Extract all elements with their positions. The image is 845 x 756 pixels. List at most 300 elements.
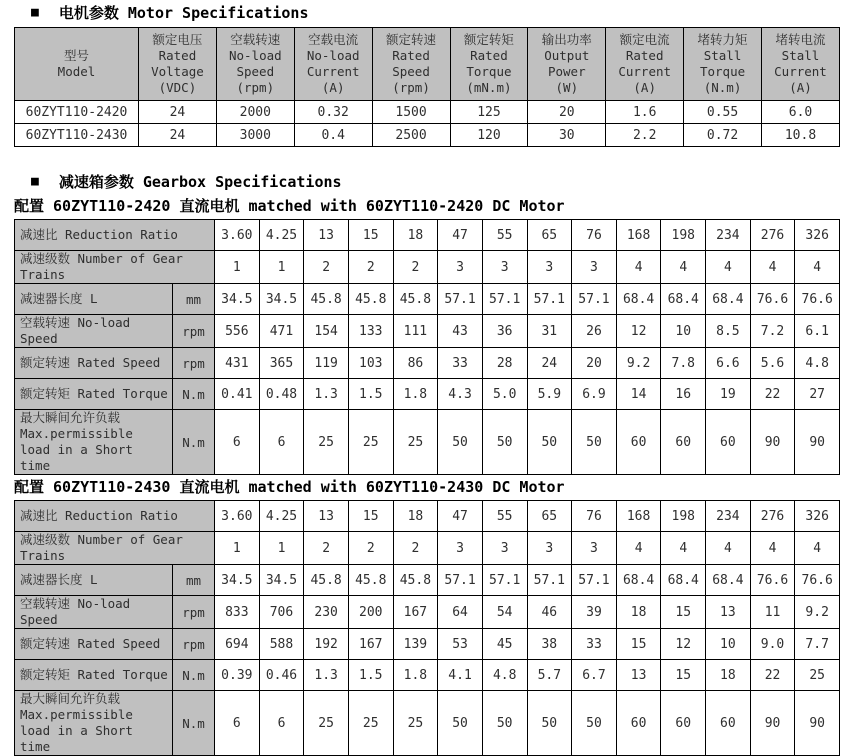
value-cell: 15	[348, 220, 393, 251]
motor-column-header	[762, 28, 840, 101]
square-bullet-icon: ■	[31, 174, 39, 189]
value-cell: 694	[215, 629, 260, 660]
value-cell: 25	[348, 410, 393, 475]
value-cell: 20	[572, 348, 617, 379]
unit-cell: mm	[173, 284, 215, 315]
value-cell: 119	[304, 348, 349, 379]
value-cell: 3	[482, 532, 527, 565]
value-cell: 4	[616, 251, 661, 284]
value-cell: 86	[393, 348, 438, 379]
motor-column-header	[684, 28, 762, 101]
value-cell: 5.0	[482, 379, 527, 410]
value-cell: 2.2	[606, 124, 684, 147]
value-cell: 12	[661, 629, 706, 660]
value-cell: 50	[572, 691, 617, 756]
value-cell: 6.1	[795, 315, 840, 348]
value-cell: 3	[572, 532, 617, 565]
header-line: Stall	[781, 48, 820, 63]
value-cell: 30	[528, 124, 606, 147]
value-cell: 24	[139, 101, 217, 124]
value-cell: 3000	[216, 124, 294, 147]
header-line: (N.m)	[703, 80, 742, 95]
value-cell: 192	[304, 629, 349, 660]
square-bullet-icon: ■	[31, 5, 39, 20]
value-cell: 76.6	[750, 284, 795, 315]
value-cell: 13	[304, 501, 349, 532]
value-cell: 326	[795, 220, 840, 251]
value-cell: 6.0	[762, 101, 840, 124]
value-cell: 45	[482, 629, 527, 660]
value-cell: 2	[348, 532, 393, 565]
row-label-cell: 额定转速 Rated Speed	[15, 629, 173, 660]
value-cell: 60	[706, 691, 751, 756]
value-cell: 16	[661, 379, 706, 410]
value-cell: 10	[661, 315, 706, 348]
row-label-cell: 最大瞬间允许负载 Max.permissible load in a Short time	[15, 691, 173, 756]
value-cell: 198	[661, 220, 706, 251]
value-cell: 34.5	[215, 284, 260, 315]
value-cell: 3	[482, 251, 527, 284]
value-cell: 125	[450, 101, 528, 124]
value-cell: 22	[750, 660, 795, 691]
value-cell: 431	[215, 348, 260, 379]
value-cell: 2	[304, 532, 349, 565]
header-line: (A)	[789, 80, 812, 95]
value-cell: 90	[795, 410, 840, 475]
row-label-cell: 减速器长度 L	[15, 284, 173, 315]
value-cell: 2	[348, 251, 393, 284]
header-line: (A)	[633, 80, 656, 95]
value-cell: 19	[706, 379, 751, 410]
value-cell: 76	[572, 501, 617, 532]
value-cell: 706	[259, 596, 304, 629]
motor-section-title-text: 电机参数 Motor Specifications	[58, 4, 309, 22]
unit-cell: N.m	[173, 660, 215, 691]
value-cell: 326	[795, 501, 840, 532]
value-cell: 60	[616, 410, 661, 475]
value-cell: 4.25	[259, 220, 304, 251]
row-label-cell: 最大瞬间允许负载 Max.permissible load in a Short time	[15, 410, 173, 475]
gearbox-table-row	[15, 220, 840, 251]
value-cell: 9.2	[795, 596, 840, 629]
header-line: Rated	[158, 48, 197, 63]
value-cell: 4.1	[438, 660, 483, 691]
value-cell: 7.7	[795, 629, 840, 660]
gearbox-table2-caption: 配置 60ZYT110-2430 直流电机 matched with 60ZYT110-2430 DC Motor	[14, 478, 565, 496]
header-line: Current	[618, 64, 672, 79]
row-label-cell: 额定转速 Rated Speed	[15, 348, 173, 379]
unit-cell: mm	[173, 565, 215, 596]
value-cell: 57.1	[527, 565, 572, 596]
value-cell: 4.8	[795, 348, 840, 379]
motor-column-header	[528, 28, 606, 101]
value-cell: 57.1	[438, 284, 483, 315]
value-cell: 5.7	[527, 660, 572, 691]
gearbox-table2-body	[15, 501, 840, 756]
value-cell: 27	[795, 379, 840, 410]
value-cell: 9.0	[750, 629, 795, 660]
value-cell: 57.1	[438, 565, 483, 596]
value-cell: 50	[527, 410, 572, 475]
header-line: Speed	[392, 64, 430, 79]
value-cell: 167	[393, 596, 438, 629]
motor-column-header	[15, 28, 139, 101]
motor-column-header	[139, 28, 217, 101]
row-label-cell: 减速级数 Number of Gear Trains	[15, 532, 215, 565]
gearbox-table-row	[15, 315, 840, 348]
value-cell: 45.8	[304, 565, 349, 596]
value-cell: 7.8	[661, 348, 706, 379]
value-cell: 60	[661, 691, 706, 756]
value-cell: 45.8	[348, 565, 393, 596]
model-cell: 60ZYT110-2420	[15, 101, 139, 124]
value-cell: 4	[750, 532, 795, 565]
value-cell: 4.3	[438, 379, 483, 410]
value-cell: 3.60	[215, 220, 260, 251]
value-cell: 57.1	[482, 565, 527, 596]
row-label-cell: 额定转矩 Rated Torque	[15, 379, 173, 410]
header-line: No-load	[306, 48, 360, 63]
header-line: Power	[547, 64, 586, 79]
header-line: (mN.m)	[466, 80, 512, 95]
gearbox-table-row	[15, 284, 840, 315]
motor-table-body	[15, 101, 840, 147]
value-cell: 4	[706, 251, 751, 284]
value-cell: 0.4	[294, 124, 372, 147]
value-cell: 43	[438, 315, 483, 348]
row-label-cell: 空载转速 No-load Speed	[15, 315, 173, 348]
value-cell: 18	[706, 660, 751, 691]
header-line: Rated	[625, 48, 664, 63]
gearbox-spec-table-2420	[14, 219, 840, 475]
value-cell: 10	[706, 629, 751, 660]
value-cell: 38	[527, 629, 572, 660]
value-cell: 13	[616, 660, 661, 691]
value-cell: 76.6	[795, 284, 840, 315]
motor-column-header	[216, 28, 294, 101]
value-cell: 47	[438, 501, 483, 532]
value-cell: 45.8	[393, 565, 438, 596]
value-cell: 28	[482, 348, 527, 379]
value-cell: 2	[393, 251, 438, 284]
value-cell: 50	[482, 691, 527, 756]
gearbox-table1-caption: 配置 60ZYT110-2420 直流电机 matched with 60ZYT110-2420 DC Motor	[14, 197, 565, 215]
value-cell: 1.8	[393, 379, 438, 410]
unit-cell: N.m	[173, 379, 215, 410]
value-cell: 4.8	[482, 660, 527, 691]
value-cell: 1.3	[304, 379, 349, 410]
value-cell: 4.25	[259, 501, 304, 532]
row-label-cell: 空载转速 No-load Speed	[15, 596, 173, 629]
value-cell: 15	[661, 596, 706, 629]
value-cell: 22	[750, 379, 795, 410]
value-cell: 15	[348, 501, 393, 532]
value-cell: 65	[527, 501, 572, 532]
value-cell: 3	[572, 251, 617, 284]
value-cell: 833	[215, 596, 260, 629]
value-cell: 6.6	[706, 348, 751, 379]
value-cell: 6	[259, 410, 304, 475]
gearbox-table-row	[15, 379, 840, 410]
value-cell: 168	[616, 501, 661, 532]
value-cell: 7.2	[750, 315, 795, 348]
value-cell: 4	[616, 532, 661, 565]
gearbox-table-row	[15, 251, 840, 284]
value-cell: 8.5	[706, 315, 751, 348]
value-cell: 57.1	[527, 284, 572, 315]
value-cell: 50	[438, 410, 483, 475]
value-cell: 139	[393, 629, 438, 660]
value-cell: 15	[616, 629, 661, 660]
value-cell: 76.6	[795, 565, 840, 596]
value-cell: 4	[750, 251, 795, 284]
row-label-cell: 减速比 Reduction Ratio	[15, 220, 215, 251]
header-line: 额定电流	[619, 32, 670, 47]
value-cell: 10.8	[762, 124, 840, 147]
value-cell: 50	[438, 691, 483, 756]
value-cell: 25	[304, 410, 349, 475]
value-cell: 3	[438, 532, 483, 565]
gearbox-table-row	[15, 410, 840, 475]
value-cell: 18	[393, 220, 438, 251]
value-cell: 1.8	[393, 660, 438, 691]
motor-section-title	[14, 4, 840, 22]
value-cell: 68.4	[706, 565, 751, 596]
header-line: (VDC)	[158, 80, 197, 95]
value-cell: 103	[348, 348, 393, 379]
gearbox-spec-table-2430	[14, 500, 840, 756]
header-line: 堵转力矩	[697, 32, 748, 47]
header-line: 额定电压	[152, 32, 203, 47]
value-cell: 556	[215, 315, 260, 348]
value-cell: 0.32	[294, 101, 372, 124]
value-cell: 365	[259, 348, 304, 379]
value-cell: 53	[438, 629, 483, 660]
value-cell: 1.6	[606, 101, 684, 124]
value-cell: 25	[304, 691, 349, 756]
value-cell: 0.41	[215, 379, 260, 410]
value-cell: 45.8	[304, 284, 349, 315]
value-cell: 4	[706, 532, 751, 565]
value-cell: 57.1	[572, 565, 617, 596]
value-cell: 60	[661, 410, 706, 475]
motor-table-row	[15, 124, 840, 147]
header-line: (A)	[321, 80, 345, 95]
value-cell: 25	[393, 691, 438, 756]
value-cell: 90	[750, 410, 795, 475]
value-cell: 26	[572, 315, 617, 348]
value-cell: 168	[616, 220, 661, 251]
value-cell: 4	[661, 532, 706, 565]
header-line: (rpm)	[236, 80, 275, 95]
row-label-cell: 减速级数 Number of Gear Trains	[15, 251, 215, 284]
value-cell: 25	[795, 660, 840, 691]
value-cell: 24	[139, 124, 217, 147]
header-line: 型号	[63, 48, 89, 63]
value-cell: 234	[706, 220, 751, 251]
value-cell: 1500	[372, 101, 450, 124]
motor-header-row	[15, 28, 840, 101]
value-cell: 9.2	[616, 348, 661, 379]
value-cell: 276	[750, 220, 795, 251]
value-cell: 1	[215, 251, 260, 284]
value-cell: 6	[215, 410, 260, 475]
value-cell: 4	[795, 251, 840, 284]
value-cell: 15	[661, 660, 706, 691]
value-cell: 76	[572, 220, 617, 251]
gearbox-table-row	[15, 565, 840, 596]
motor-column-header	[294, 28, 372, 101]
value-cell: 2	[304, 251, 349, 284]
header-line: Current	[774, 64, 827, 79]
value-cell: 0.39	[215, 660, 260, 691]
value-cell: 4	[795, 532, 840, 565]
value-cell: 34.5	[259, 284, 304, 315]
value-cell: 2	[393, 532, 438, 565]
unit-cell: rpm	[173, 348, 215, 379]
value-cell: 50	[572, 410, 617, 475]
value-cell: 34.5	[215, 565, 260, 596]
value-cell: 5.6	[750, 348, 795, 379]
value-cell: 3.60	[215, 501, 260, 532]
value-cell: 68.4	[661, 284, 706, 315]
value-cell: 68.4	[661, 565, 706, 596]
gearbox-table-row	[15, 501, 840, 532]
value-cell: 90	[750, 691, 795, 756]
value-cell: 230	[304, 596, 349, 629]
header-line: Rated	[470, 48, 508, 63]
value-cell: 55	[482, 220, 527, 251]
gearbox-table-row	[15, 660, 840, 691]
value-cell: 68.4	[616, 565, 661, 596]
gearbox-table1-body	[15, 220, 840, 475]
header-line: Current	[306, 64, 360, 79]
header-line: Torque	[466, 64, 512, 79]
header-line: Speed	[236, 64, 275, 79]
gearbox-table-row	[15, 532, 840, 565]
model-cell: 60ZYT110-2430	[15, 124, 139, 147]
value-cell: 3	[527, 532, 572, 565]
header-line: 空载转速	[230, 32, 281, 47]
value-cell: 0.72	[684, 124, 762, 147]
value-cell: 1.3	[304, 660, 349, 691]
value-cell: 54	[482, 596, 527, 629]
value-cell: 1	[259, 251, 304, 284]
header-line: Stall	[703, 48, 742, 63]
value-cell: 60	[706, 410, 751, 475]
value-cell: 60	[616, 691, 661, 756]
gearbox-section-title	[14, 173, 840, 191]
value-cell: 471	[259, 315, 304, 348]
value-cell: 33	[438, 348, 483, 379]
value-cell: 154	[304, 315, 349, 348]
value-cell: 3	[527, 251, 572, 284]
value-cell: 65	[527, 220, 572, 251]
value-cell: 24	[527, 348, 572, 379]
value-cell: 14	[616, 379, 661, 410]
value-cell: 64	[438, 596, 483, 629]
motor-column-header	[606, 28, 684, 101]
value-cell: 0.48	[259, 379, 304, 410]
unit-cell: rpm	[173, 596, 215, 629]
value-cell: 0.55	[684, 101, 762, 124]
value-cell: 6.9	[572, 379, 617, 410]
header-line: Model	[57, 64, 96, 79]
value-cell: 39	[572, 596, 617, 629]
value-cell: 0.46	[259, 660, 304, 691]
value-cell: 68.4	[616, 284, 661, 315]
header-line: Torque	[699, 64, 746, 79]
value-cell: 33	[572, 629, 617, 660]
value-cell: 3	[438, 251, 483, 284]
header-line: 额定转速	[386, 32, 437, 47]
unit-cell: rpm	[173, 315, 215, 348]
value-cell: 55	[482, 501, 527, 532]
value-cell: 34.5	[259, 565, 304, 596]
value-cell: 36	[482, 315, 527, 348]
gearbox-table-row	[15, 596, 840, 629]
gearbox-table-row	[15, 348, 840, 379]
value-cell: 68.4	[706, 284, 751, 315]
unit-cell: N.m	[173, 691, 215, 756]
value-cell: 18	[616, 596, 661, 629]
gearbox-table-row	[15, 629, 840, 660]
row-label-cell: 减速器长度 L	[15, 565, 173, 596]
value-cell: 1	[259, 532, 304, 565]
value-cell: 76.6	[750, 565, 795, 596]
value-cell: 11	[750, 596, 795, 629]
value-cell: 4	[661, 251, 706, 284]
header-line: 额定转矩	[463, 32, 514, 47]
value-cell: 57.1	[572, 284, 617, 315]
value-cell: 47	[438, 220, 483, 251]
value-cell: 45.8	[393, 284, 438, 315]
value-cell: 6.7	[572, 660, 617, 691]
value-cell: 2500	[372, 124, 450, 147]
value-cell: 1	[215, 532, 260, 565]
value-cell: 25	[348, 691, 393, 756]
value-cell: 20	[528, 101, 606, 124]
motor-table-row	[15, 101, 840, 124]
value-cell: 200	[348, 596, 393, 629]
value-cell: 234	[706, 501, 751, 532]
value-cell: 18	[393, 501, 438, 532]
value-cell: 50	[482, 410, 527, 475]
value-cell: 6	[215, 691, 260, 756]
value-cell: 588	[259, 629, 304, 660]
motor-column-header	[450, 28, 528, 101]
header-line: Rated	[392, 48, 430, 63]
value-cell: 5.9	[527, 379, 572, 410]
motor-column-header	[372, 28, 450, 101]
value-cell: 276	[750, 501, 795, 532]
value-cell: 167	[348, 629, 393, 660]
header-line: 空载电流	[308, 32, 359, 47]
value-cell: 45.8	[348, 284, 393, 315]
motor-spec-table	[14, 27, 840, 147]
row-label-cell: 额定转矩 Rated Torque	[15, 660, 173, 691]
motor-table-header	[15, 28, 840, 101]
value-cell: 90	[795, 691, 840, 756]
value-cell: 111	[393, 315, 438, 348]
row-label-cell: 减速比 Reduction Ratio	[15, 501, 215, 532]
value-cell: 31	[527, 315, 572, 348]
value-cell: 198	[661, 501, 706, 532]
value-cell: 12	[616, 315, 661, 348]
header-line: (W)	[555, 80, 579, 95]
value-cell: 133	[348, 315, 393, 348]
value-cell: 1.5	[348, 379, 393, 410]
